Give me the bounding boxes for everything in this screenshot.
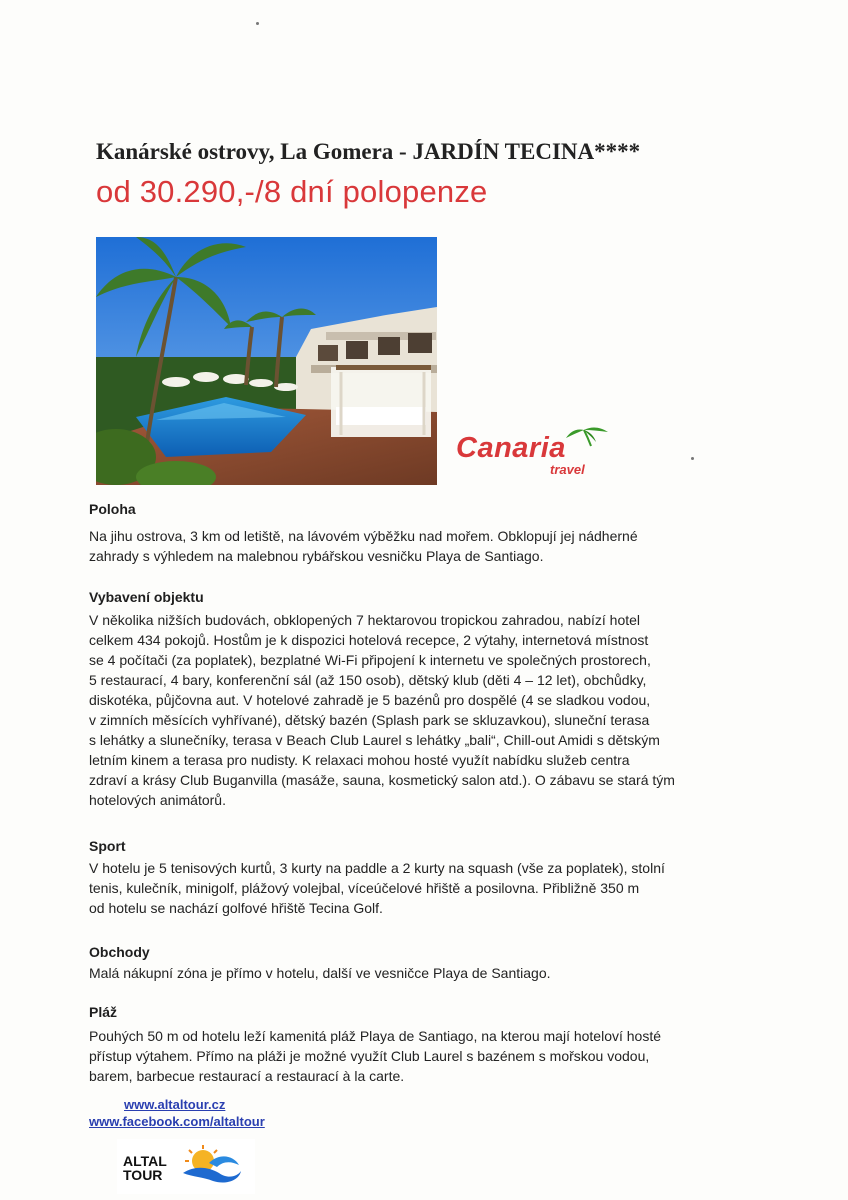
canaria-travel-logo xyxy=(456,430,626,480)
text-line: zahrady s výhledem na malebnou rybářskou vesničku Playa de Santiago. xyxy=(89,548,544,564)
section-text-poloha xyxy=(89,526,638,566)
text-line: barem, barbecue restaurací a restaurací à la carte. xyxy=(89,1068,405,1084)
text-line: hotelových animátorů. xyxy=(89,792,226,808)
brand-subtitle: travel xyxy=(550,462,585,477)
brand-name: Canaria xyxy=(456,432,566,464)
sun-wave-icon xyxy=(179,1145,243,1185)
text-line: 5 restaurací, 4 bary, konferenční sál (až 150 osob), dětský klub (děti 4 – 12 let), obchůdky, xyxy=(89,672,647,688)
hotel-title: Kanárské ostrovy, La Gomera - JARDÍN TECINA**** xyxy=(96,139,641,164)
section-text-sport xyxy=(89,858,665,918)
hotel-photo xyxy=(96,237,437,485)
text-line: V několika nižších budovách, obklopených 7 hektarovou tropickou zahradou, nabízí hotel xyxy=(89,612,641,628)
text-line: celkem 434 pokojů. Hostům je k dispozici hotelová recepce, 2 výtahy, internetová místnost xyxy=(89,632,649,648)
scan-speck xyxy=(256,22,259,25)
text-line: v zimních měsících vyhřívané), dětský bazén (Splash park se skluzavkou), sluneční terasa xyxy=(89,712,650,728)
text-line: od hotelu se nachází golfové hřiště Tecina Golf. xyxy=(89,900,383,916)
text-line: V hotelu je 5 tenisových kurtů, 3 kurty na paddle a 2 kurty na squash (vše za poplatek), stolní xyxy=(89,860,665,876)
text-line: se 4 počítači (za poplatek), bezplatné Wi-Fi připojení k internetu ve společných prostorech, xyxy=(89,652,651,668)
palm-icon xyxy=(566,426,616,448)
logo-text: ALTAL TOUR xyxy=(123,1153,167,1183)
text-line: letním kinem a terasa pro nudisty. K relaxaci mohou hosté využít nabídku služeb centra xyxy=(89,752,630,768)
facebook-link[interactable]: www.facebook.com/altaltour xyxy=(89,1114,265,1129)
section-text-plaz xyxy=(89,1026,661,1086)
text-line: zdraví a krásy Club Buganvilla (masáže, sauna, kosmetický salon atd.). O zábavu se stará tým xyxy=(89,772,675,788)
price-heading: od 30.290,-/8 dní polopenze xyxy=(96,174,488,209)
section-title-poloha: Poloha xyxy=(89,501,136,517)
section-title-vybaveni: Vybavení objektu xyxy=(89,589,204,605)
scan-speck xyxy=(691,457,694,460)
text-line: tenis, kulečník, minigolf, plážový volejbal, víceúčelové hřiště a posilovna. Přibližně 350 m xyxy=(89,880,640,896)
text-line: přístup výtahem. Přímo na pláži je možné využít Club Laurel s bazénem s mořskou vodou, xyxy=(89,1048,650,1064)
section-text-vybaveni xyxy=(89,610,675,810)
text-line: diskotéka, půjčovna aut. V hotelové zahradě je 5 bazénů pro dospělé (4 se sladkou vodou, xyxy=(89,692,651,708)
section-title-plaz: Pláž xyxy=(89,1004,118,1020)
text-line: Na jihu ostrova, 3 km od letiště, na lávovém výběžku nad mořem. Obklopují jej nádherné xyxy=(89,528,638,544)
website-link[interactable]: www.altaltour.cz xyxy=(124,1097,226,1112)
text-line: Malá nákupní zóna je přímo v hotelu, další ve vesničce Playa de Santiago. xyxy=(89,965,551,981)
text-line: s lehátky a slunečníky, terasa v Beach Club Laurel s lehátky „bali“, Chill-out Amidi s dětským xyxy=(89,732,660,748)
section-text-obchody xyxy=(89,963,551,983)
section-title-sport: Sport xyxy=(89,838,126,854)
altal-tour-logo xyxy=(117,1139,255,1194)
section-title-obchody: Obchody xyxy=(89,944,150,960)
text-line: Pouhých 50 m od hotelu leží kamenitá pláž Playa de Santiago, na kterou mají hoteloví hosté xyxy=(89,1028,662,1044)
